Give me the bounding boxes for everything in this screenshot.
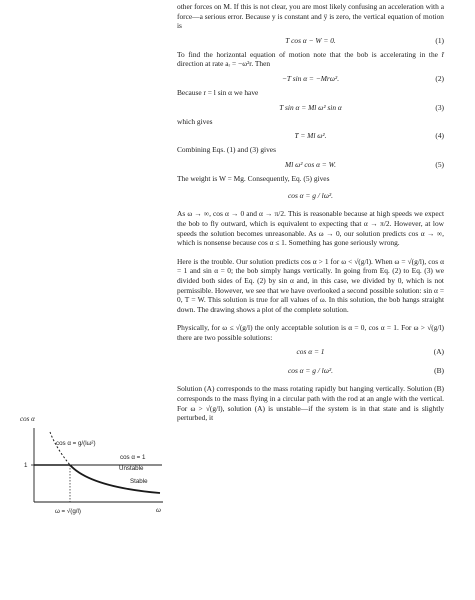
x-mark-label: ω = √(g/l)	[55, 508, 81, 515]
equation-4-number: (4)	[435, 131, 444, 141]
equation-3-number: (3)	[435, 102, 444, 112]
equation-5-number: (5)	[435, 159, 444, 169]
paragraph-5: Combining Eqs. (1) and (3) gives	[177, 145, 276, 155]
curve-label: cos α = g/(lω²)	[56, 440, 96, 447]
equation-a-body: cos α = 1	[296, 347, 325, 357]
equation-a	[177, 345, 444, 358]
paragraph-7: As ω → ∞, cos α → 0 and α → π/2. This is reasonable because at high speeds we expect the bob to fly outward, which is equivalent to expecting that α → π/2. However, at low speeds the solution becomes unreasonable. As ω → 0, our solution predicts cos α → ∞, which is nonsense because cos α ≤ 1. Something has gone seriously wrong.	[177, 209, 444, 248]
stable-label: Stable	[130, 478, 148, 485]
paragraph-10: Solution (A) corresponds to the mass rotating rapidly but hanging vertically. Solution (B) corresponds to the mass flying in a circular path with the rod at an angle with the vertical. For ω > √(g/l), solution (A) is unstable—if the system is in that state and is slightly perturbed, it	[177, 384, 444, 423]
equation-3-body: T sin α = Ml ω² sin α	[279, 102, 342, 112]
text-column	[177, 2, 444, 426]
paragraph-9: Physically, for ω ≤ √(g/l) the only acceptable solution is α = 0, cos α = 1. For ω > √(g/l) there are two possible solutions:	[177, 323, 444, 342]
x-axis-label: ω	[156, 506, 161, 514]
equation-b	[177, 361, 444, 381]
curve-dashed	[50, 432, 70, 465]
equation-b-body: cos α = g / lω².	[287, 366, 334, 376]
equation-2-number: (2)	[435, 73, 444, 83]
paragraph-4: which gives	[177, 116, 213, 126]
solution-plot	[0, 0, 175, 600]
equation-b-number: (B)	[434, 366, 444, 376]
paragraph-2: To find the horizontal equation of motion note that the bob is accelerating in the r̂ direction at rate aᵣ = −ω²r. Then	[177, 49, 444, 69]
equation-1-number: (1)	[435, 35, 444, 45]
equation-2-body: −T sin α = −Mrω².	[281, 73, 340, 83]
equation-6-body: cos α = g / lω².	[287, 191, 334, 201]
equation-5-body: Ml ω² cos α = W.	[285, 159, 336, 169]
equation-4-body: T = Ml ω².	[294, 131, 327, 141]
equation-5	[177, 158, 444, 171]
equation-4	[177, 129, 444, 142]
equation-a-number: (A)	[433, 347, 444, 357]
equation-3	[177, 101, 444, 114]
y-axis-label: cos α	[20, 415, 35, 423]
equation-1	[177, 34, 444, 47]
paragraph-1: other forces on M. If this is not clear, you are most likely confusing an acceleration with a force—a serious error. Because y is constant and ÿ is zero, the vertical equation of motion is	[177, 2, 444, 31]
unstable-label: Unstable	[119, 465, 144, 472]
paragraph-3: Because r = l sin α we have	[177, 87, 259, 97]
equation-6	[177, 186, 444, 206]
paragraph-6: The weight is W = Mg. Consequently, Eq. (5) gives	[177, 173, 330, 183]
line-label: cos α = 1	[120, 454, 146, 461]
tick-one-label: 1	[24, 462, 28, 469]
equation-1-body: T cos α − W = 0.	[285, 35, 336, 45]
equation-2	[177, 72, 444, 85]
paragraph-8: Here is the trouble. Our solution predicts cos α > 1 for ω < √(g/l). When ω = √(g/l), cos α = 1 and sin α = 0; the bob simply hangs vertically. In going from Eq. (2) to Eq. (3) we divided both sides of Eq. (2) by sin α and, in this case, we divided by 0, which is not permissible. However, we see that we have overlooked a second possible solution: sin α = 0, T = W. This solution is true for all values of ω. In this solution, the bob hangs straight down. The drawing shows a plot of the complete solution.	[177, 256, 444, 314]
